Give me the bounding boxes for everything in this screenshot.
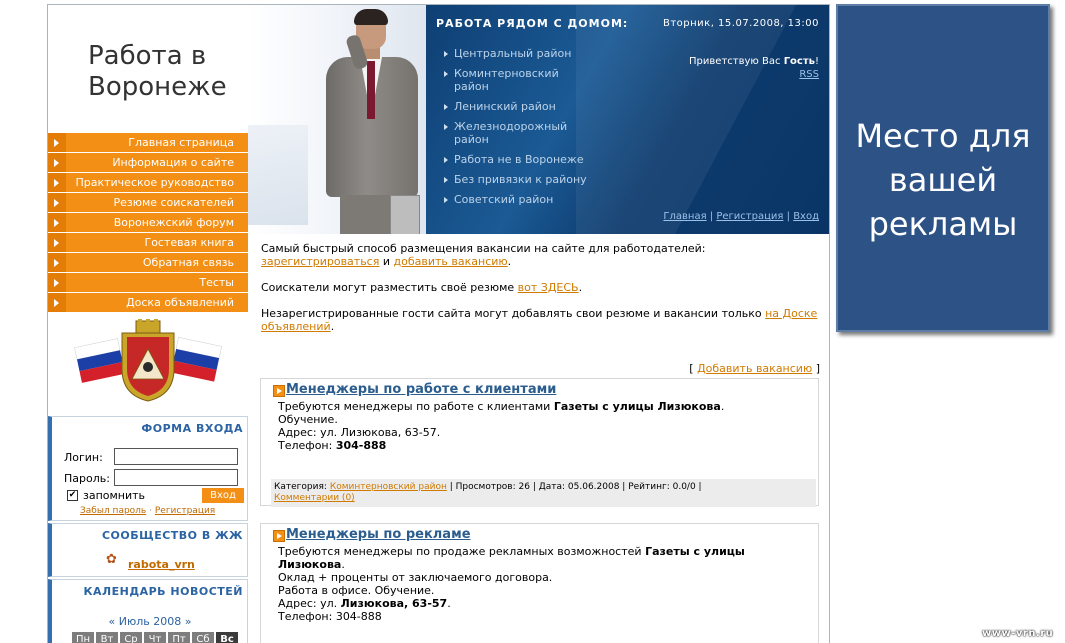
arrow-icon (48, 193, 66, 212)
greeting-user: Гость (783, 56, 815, 67)
ad-text: Место для вашей рекламы (855, 117, 1031, 243)
livejournal-icon: ✿ (106, 552, 117, 567)
arrow-icon (48, 293, 66, 312)
ad-banner[interactable] (836, 4, 1050, 332)
menu-item-guestbook[interactable]: Гостевая книга (48, 233, 248, 253)
site-frame (47, 4, 830, 643)
job-description: Требуются менеджеры по продаже рекламных возможностей Газеты с улицы Лизюкова. Оклад + проценты от заключаемого договора. Работа в офисе. Обучение. Адрес: ул. Лизюкова, 63-57. Телефон: 304-888 (278, 545, 745, 623)
password-label: Пароль: (64, 472, 110, 485)
districts-title: РАБОТА РЯДОМ С ДОМОМ: (436, 17, 629, 30)
menu-item-home[interactable]: Главная страница (48, 133, 248, 153)
district-link[interactable]: Центральный район (444, 47, 594, 60)
watermark: www-vrn.ru (982, 628, 1054, 639)
header-photo (248, 5, 426, 234)
calendar-month-nav (52, 615, 248, 628)
job-title-link[interactable]: Менеджеры по работе с клиентами (286, 382, 557, 397)
district-link[interactable]: Советский район (444, 193, 594, 206)
login-link[interactable]: Вход (793, 211, 819, 222)
job-header (273, 379, 813, 401)
news-calendar (48, 579, 248, 643)
calendar-weekdays (72, 632, 240, 643)
weekday: Пт (168, 632, 190, 643)
login-submit-button[interactable]: Вход (202, 488, 244, 503)
login-form (48, 416, 248, 521)
calendar-prev-button[interactable]: « (108, 615, 116, 628)
greeting: Приветствую Вас Гость! RSS (689, 56, 819, 80)
arrow-icon (48, 173, 66, 192)
register-content-link[interactable]: зарегистрироваться (261, 255, 380, 268)
site-logo[interactable] (48, 5, 248, 133)
arrow-icon (273, 385, 285, 397)
community-title: СООБЩЕСТВО В ЖЖ (101, 529, 243, 542)
arrow-icon (48, 233, 66, 252)
menu-item-guide[interactable]: Практическое руководство (48, 173, 248, 193)
register-link[interactable]: Регистрация (716, 211, 784, 222)
arrow-icon (48, 153, 66, 172)
weekday: Пн (72, 632, 94, 643)
job-title-link[interactable]: Менеджеры по рекламе (286, 527, 471, 542)
current-date: Вторник, 15.07.2008, 13:00 (662, 18, 819, 29)
job-comments-link[interactable]: Комментарии (0) (274, 493, 355, 503)
calendar-next-button[interactable]: » (184, 615, 192, 628)
calendar-month: Июль 2008 (118, 615, 182, 628)
job-header (273, 524, 813, 546)
district-link[interactable]: Коминтерновский район (444, 67, 594, 93)
job-meta: Категория: Коминтерновский район | Просмотров: 26 | Дата: 05.06.2008 | Рейтинг: 0.0/0 | Комментарии (0) (271, 479, 816, 507)
menu-item-tests[interactable]: Тесты (48, 273, 248, 293)
add-vacancy-bar: [ Добавить вакансию ] (689, 362, 820, 375)
add-vacancy-content-link[interactable]: добавить вакансию (393, 255, 508, 268)
arrow-icon (273, 530, 285, 542)
resume-here-link[interactable]: вот ЗДЕСЬ (517, 281, 579, 294)
arrow-icon (48, 213, 66, 232)
site-title: Работа в Воронеже (88, 41, 227, 102)
add-vacancy-button[interactable]: Добавить вакансию (697, 362, 813, 375)
arrow-icon (48, 273, 66, 292)
header-panel (426, 5, 829, 234)
intro-text (261, 242, 821, 346)
district-link[interactable]: Без привязки к району (444, 173, 594, 186)
job-entry (260, 523, 819, 643)
intro-employers: Самый быстрый способ размещения вакансии на сайте для работодателей: зарегистрироваться и добавить вакансию. (261, 242, 706, 268)
calendar-title: КАЛЕНДАРЬ НОВОСТЕЙ (83, 585, 243, 598)
arrow-icon (48, 133, 66, 152)
forgot-password-link[interactable]: Забыл пароль (80, 506, 147, 516)
login-form-title: ФОРМА ВХОДА (141, 422, 243, 435)
district-link[interactable]: Работа не в Воронеже (444, 153, 594, 166)
main-menu (48, 133, 248, 313)
menu-item-resumes[interactable]: Резюме соискателей (48, 193, 248, 213)
community-box (48, 523, 248, 577)
job-entry (260, 378, 819, 506)
menu-item-forum[interactable]: Воронежский форум (48, 213, 248, 233)
weekday: Чт (144, 632, 166, 643)
voronezh-coat-of-arms (74, 319, 222, 403)
community-link[interactable]: rabota_vrn (128, 558, 195, 571)
job-category-link[interactable]: Коминтерновский район (329, 482, 447, 492)
register-small-link[interactable]: Регистрация (154, 506, 216, 516)
job-description: Требуются менеджеры по работе с клиентами Газеты с улицы Лизюкова. Обучение. Адрес: ул. Лизюкова, 63-57. Телефон: 304-888 (278, 400, 725, 452)
weekday: Вт (96, 632, 118, 643)
home-link[interactable]: Главная (663, 211, 707, 222)
intro-guests: Незарегистрированные гости сайта могут добавлять свои резюме и вакансии только на Доске объявлений. (261, 307, 818, 333)
remember-checkbox[interactable]: ✔ (68, 490, 77, 500)
arrow-icon (48, 253, 66, 272)
remember-label: запомнить (83, 489, 146, 502)
login-input[interactable] (114, 448, 238, 465)
board-link[interactable]: на Доске объявлений (261, 307, 818, 333)
weekday: Вс (216, 632, 238, 643)
weekday: Ср (120, 632, 142, 643)
login-label: Логин: (64, 451, 103, 464)
menu-item-board[interactable]: Доска объявлений (48, 293, 248, 313)
district-link[interactable]: Ленинский район (444, 100, 594, 113)
password-input[interactable] (114, 469, 238, 486)
district-list (444, 47, 594, 213)
header-links: Главная | Регистрация | Вход (663, 211, 819, 222)
weekday: Сб (192, 632, 214, 643)
login-links: Забыл пароль · Регистрация (80, 506, 216, 516)
menu-item-feedback[interactable]: Обратная связь (48, 253, 248, 273)
district-link[interactable]: Железнодорожный район (444, 120, 594, 146)
rss-link[interactable]: RSS (799, 69, 819, 80)
menu-item-about[interactable]: Информация о сайте (48, 153, 248, 173)
intro-seekers: Соискатели могут разместить своё резюме вот ЗДЕСЬ. (261, 281, 583, 294)
